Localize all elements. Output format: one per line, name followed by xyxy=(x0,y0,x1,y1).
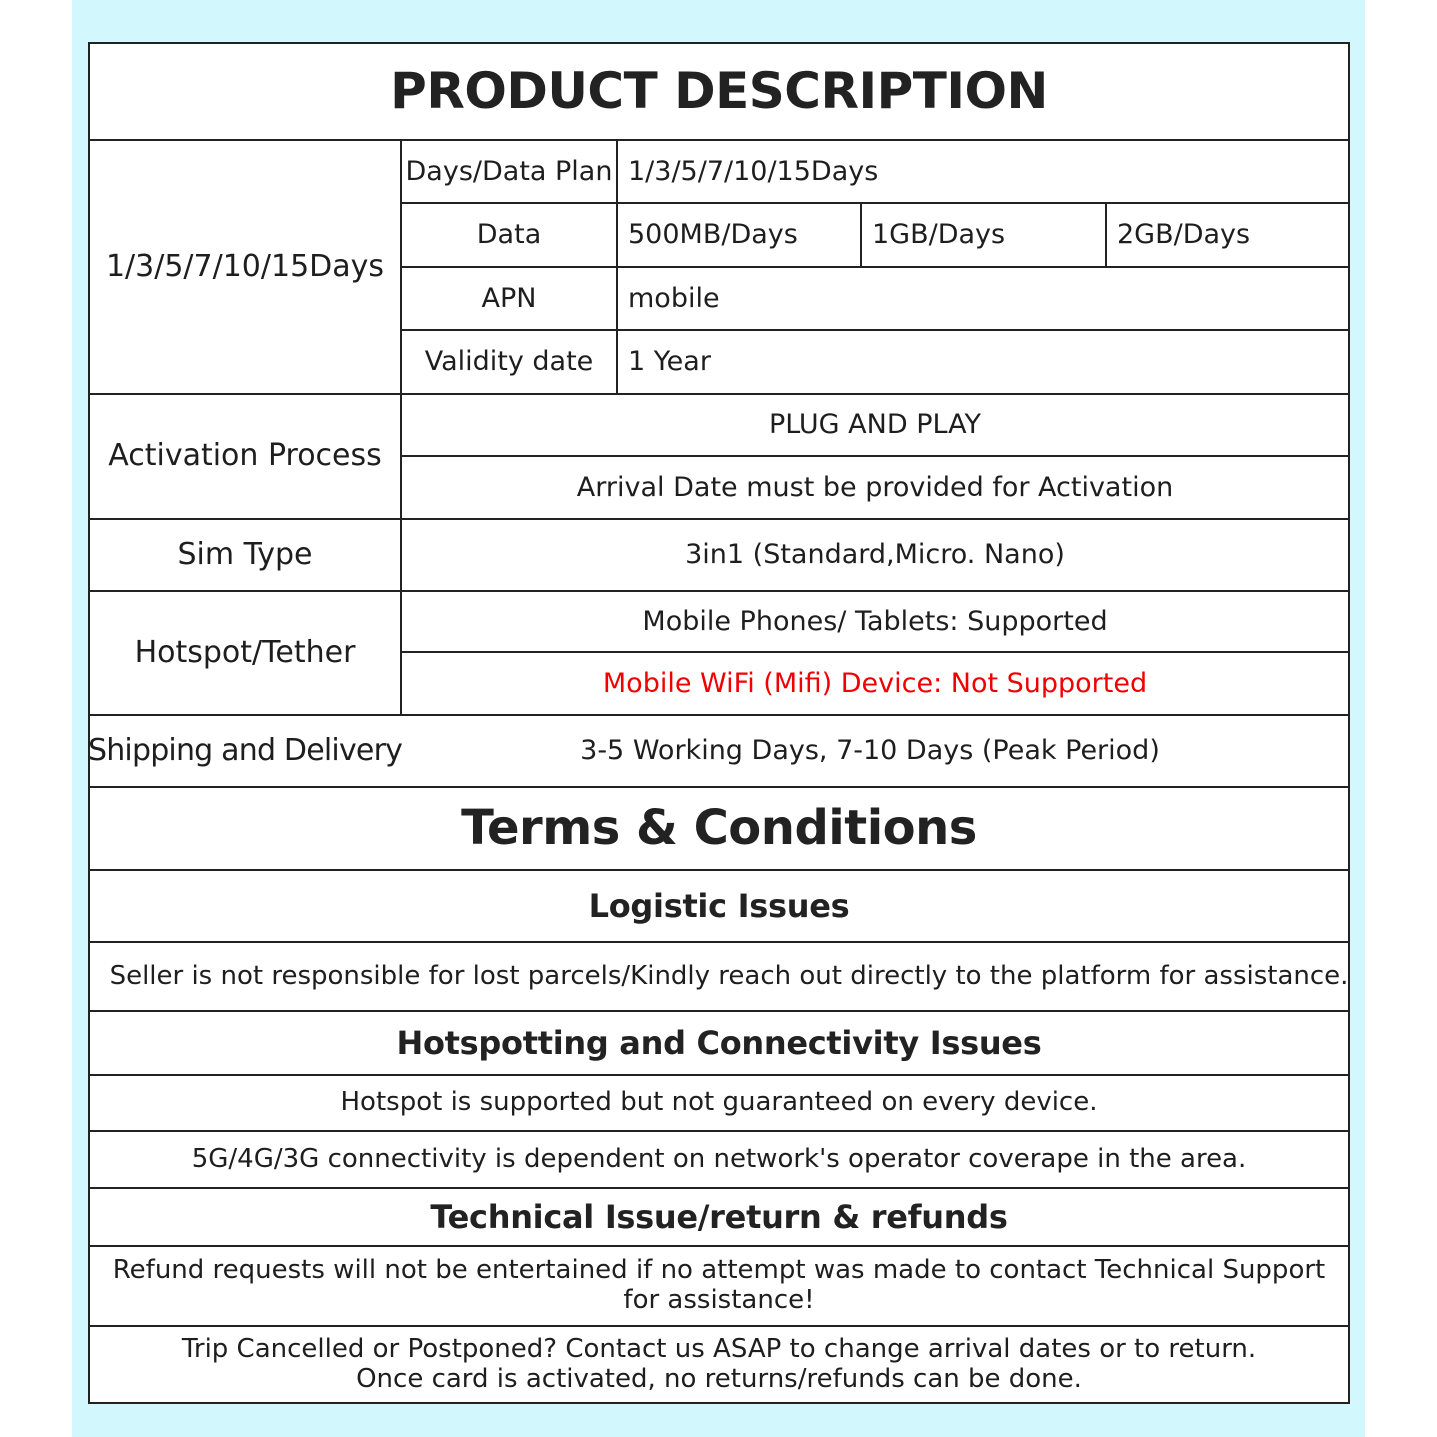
hotspot-mifi-not-supported: Mobile WiFi (Mifi) Device: Not Supported xyxy=(602,667,1148,699)
technical-heading: Technical Issue/return & refunds xyxy=(430,1197,1008,1236)
data-value-2gb: 2GB/Days xyxy=(1117,219,1251,251)
hotspot-support-text: Hotspot is supported but not guaranteed on every device. xyxy=(340,1087,1098,1118)
hotspot-phones-supported: Mobile Phones/ Tablets: Supported xyxy=(642,605,1108,637)
hotspot-label: Hotspot/Tether xyxy=(134,634,356,670)
page-title: PRODUCT DESCRIPTION xyxy=(390,61,1048,120)
apn-label: APN xyxy=(481,282,537,314)
refund-policy xyxy=(90,1247,1348,1325)
terms-title: Terms & Conditions xyxy=(461,799,977,856)
logistic-heading: Logistic Issues xyxy=(588,886,850,925)
days-plan-label: Days/Data Plan xyxy=(405,155,613,187)
validity-value: 1 Year xyxy=(628,346,711,378)
activation-label: Activation Process xyxy=(108,438,382,474)
data-value-500mb: 500MB/Days xyxy=(628,219,798,251)
trip-line-1: Trip Cancelled or Postponed? Contact us ASAP to change arrival dates or to return. xyxy=(181,1333,1257,1364)
plan-label: 1/3/5/7/10/15Days xyxy=(105,248,385,284)
days-plan-value: 1/3/5/7/10/15Days xyxy=(628,155,879,187)
trip-policy xyxy=(90,1327,1348,1402)
trip-line-2: Once card is activated, no returns/refunds can be done. xyxy=(356,1363,1082,1394)
sim-type-value: 3in1 (Standard,Micro. Nano) xyxy=(685,539,1065,571)
data-label: Data xyxy=(476,219,542,251)
shipping-label: Shipping and Delivery xyxy=(87,732,403,768)
validity-label: Validity date xyxy=(424,346,594,378)
logistic-text: Seller is not responsible for lost parcels/Kindly reach out directly to the platform for assistance. xyxy=(109,960,1349,991)
data-value-1gb: 1GB/Days xyxy=(872,219,1006,251)
hotspot-connectivity-heading: Hotspotting and Connectivity Issues xyxy=(396,1023,1042,1062)
refund-line-2: for assistance! xyxy=(623,1285,815,1315)
activation-plug-and-play: PLUG AND PLAY xyxy=(768,409,982,441)
refund-line-1: Refund requests will not be entertained if no attempt was made to contact Technical Support xyxy=(112,1255,1326,1286)
connectivity-text: 5G/4G/3G connectivity is dependent on network's operator coverape in the area. xyxy=(191,1143,1247,1174)
shipping-value: 3-5 Working Days, 7-10 Days (Peak Period) xyxy=(580,735,1160,767)
product-description-card xyxy=(88,42,1350,1404)
activation-arrival-note: Arrival Date must be provided for Activation xyxy=(576,471,1174,503)
apn-value: mobile xyxy=(628,282,720,314)
sim-type-label: Sim Type xyxy=(177,536,313,572)
